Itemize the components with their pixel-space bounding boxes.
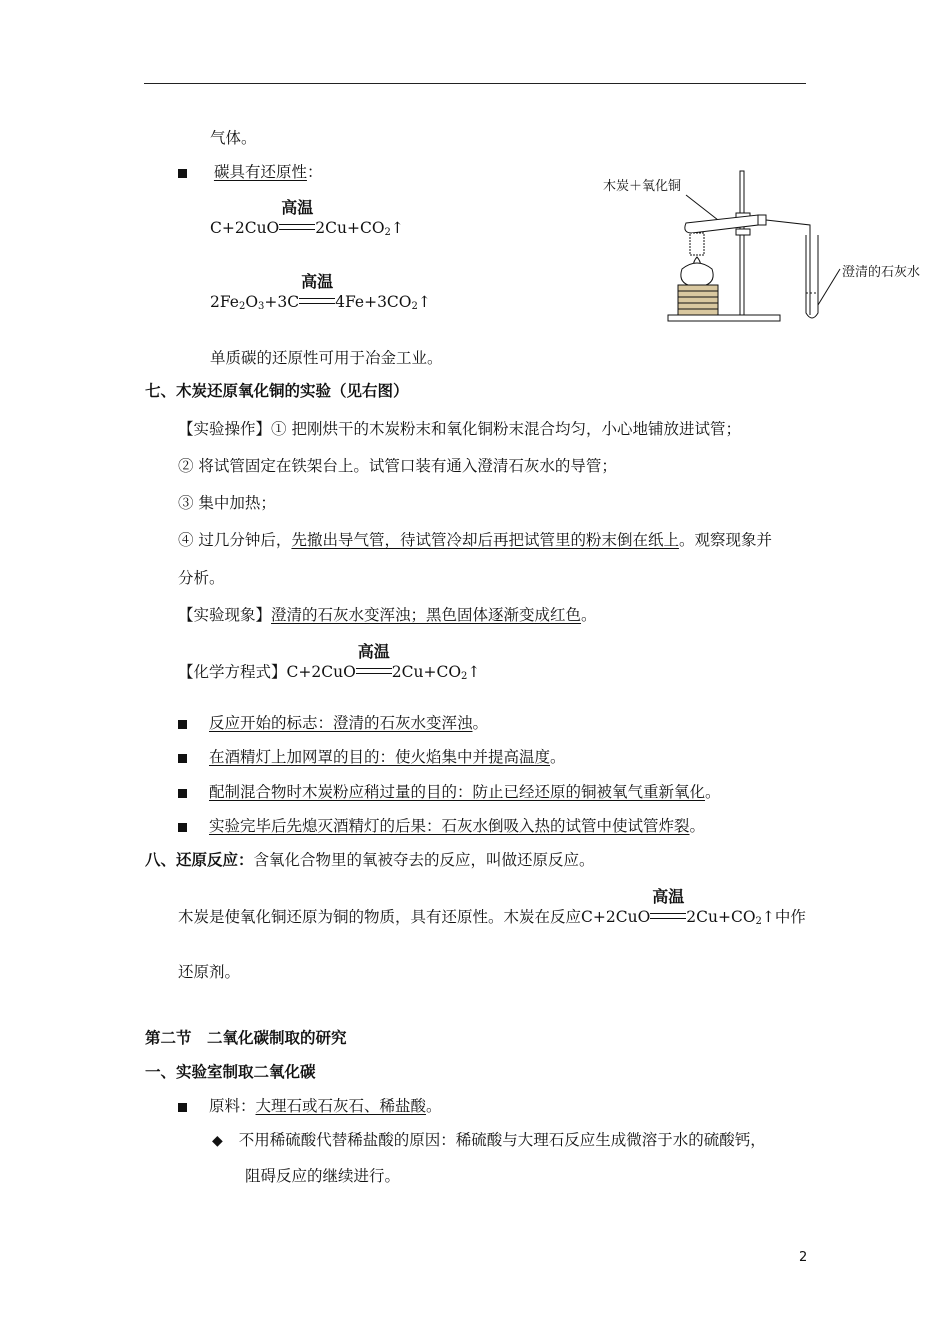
- section-2-title: 第二节 二氧化碳制取的研究: [145, 1028, 347, 1047]
- square-bullet-icon: [178, 1103, 187, 1112]
- stand-rod: [740, 171, 744, 315]
- square-bullet-icon: [178, 720, 187, 729]
- operation-step-4-cont: 分析。: [178, 569, 225, 587]
- clamp-lower: [736, 229, 750, 235]
- text-metallurgy: 单质碳的还原性可用于冶金工业。: [210, 349, 443, 367]
- operation-step-4: ④ 过几分钟后，先撤出导气管，待试管冷却后再把试管里的粉末倒在纸上。观察现象并: [178, 531, 772, 549]
- leader-line-right: [818, 269, 840, 305]
- wire-gauze: [690, 233, 704, 255]
- gas-arrow-icon: ↑: [761, 908, 775, 926]
- eq2-condition: 高温: [299, 292, 335, 312]
- section-8: 八、还原反应：含氧化合物里的氧被夺去的反应，叫做还原反应。: [145, 850, 595, 869]
- bullet-item: 在酒精灯上加网罩的目的：使火焰集中并提高温度。: [178, 747, 566, 767]
- reason-line-cont: 阻碍反应的继续进行。: [245, 1167, 401, 1185]
- text-gas: 气体。: [210, 129, 257, 147]
- stand-base: [668, 315, 780, 321]
- header-rule: [144, 83, 806, 84]
- eq4-condition: 高温: [650, 907, 686, 927]
- square-bullet-icon: [178, 823, 187, 832]
- carbon-reducing-heading: 碳具有还原性: [213, 163, 307, 181]
- eq1-condition: 高温: [279, 218, 315, 238]
- equation-fe2o3-c: $2Fe_2O_3+3C$ 高温 $4Fe+3CO_2↑$: [210, 272, 431, 312]
- alcohol-lamp: [681, 263, 713, 285]
- diagram-label-charcoal-cuo: 木炭＋氧化铜: [603, 179, 682, 194]
- eq1-right: 2Cu+CO: [315, 219, 385, 237]
- colon: ：: [306, 163, 323, 181]
- bullet-carbon-reducing: [178, 162, 322, 182]
- eq3-condition: 高温: [356, 662, 392, 682]
- bullet-item: 配制混合物时木炭粉应稍过量的目的：防止已经还原的铜被氧气重新氧化。: [178, 782, 721, 802]
- diamond-bullet-icon: ◆: [212, 1133, 223, 1149]
- gas-arrow-icon: ↑: [390, 219, 404, 237]
- bullet-item: 反应开始的标志：澄清的石灰水变浑浊。: [178, 713, 488, 733]
- reason-line: ◆ 不用稀硫酸代替稀盐酸的原因：稀硫酸与大理石反应生成微溶于水的硫酸钙，: [212, 1131, 766, 1149]
- wooden-block: [678, 285, 718, 315]
- square-bullet-icon: [178, 789, 187, 798]
- square-bullet-icon: [178, 754, 187, 763]
- formula-line: 【化学方程式】C+2CuO 高温 $2Cu+CO_2↑$: [178, 642, 481, 682]
- operation-step-1: 【实验操作】① 把刚烘干的木炭粉末和氧化铜粉末混合均匀，小心地铺放进试管；: [178, 420, 741, 438]
- diagram-label-limewater: 澄清的石灰水: [842, 265, 921, 280]
- bullet-item: 实验完毕后先熄灭酒精灯的后果：石灰水倒吸入热的试管中使试管炸裂。: [178, 816, 705, 836]
- delivery-tube: [766, 220, 810, 315]
- equation-c-cuo: C+2CuO 高温 $2Cu+CO_2↑$: [210, 198, 404, 238]
- limewater-tube: [806, 235, 818, 318]
- apparatus-diagram: [660, 165, 860, 330]
- eq2-right: 4Fe+3CO: [335, 293, 412, 311]
- section-8-paragraph: 木炭是使氧化铜还原为铜的物质，具有还原性。木炭在反应C+2CuO 高温 $2Cu+CO_2↑$中作: [178, 887, 806, 927]
- eq2-left-a: 2Fe: [210, 293, 239, 311]
- operation-step-2: ② 将试管固定在铁架台上。试管口装有通入澄清石灰水的导管；: [178, 457, 617, 475]
- eq1-left: C+2CuO: [210, 219, 280, 237]
- page-number: 2: [799, 1250, 808, 1265]
- stopper: [758, 215, 766, 225]
- phenomenon: 【实验现象】澄清的石灰水变浑浊；黑色固体逐渐变成红色。: [178, 606, 597, 624]
- raw-materials: 原料：大理石或石灰石、稀盐酸。: [178, 1096, 442, 1116]
- section-8-paragraph-cont: 还原剂。: [178, 963, 241, 981]
- section-7-title: 七、木炭还原氧化铜的实验（见右图）: [145, 381, 409, 400]
- gas-arrow-icon: ↑: [417, 293, 431, 311]
- subsection-1-title: 一、实验室制取二氧化碳: [145, 1062, 316, 1081]
- leader-line-top: [686, 195, 718, 220]
- gas-arrow-icon: ↑: [467, 663, 481, 681]
- square-bullet-icon: [178, 169, 187, 178]
- operation-step-3: ③ 集中加热；: [178, 494, 276, 512]
